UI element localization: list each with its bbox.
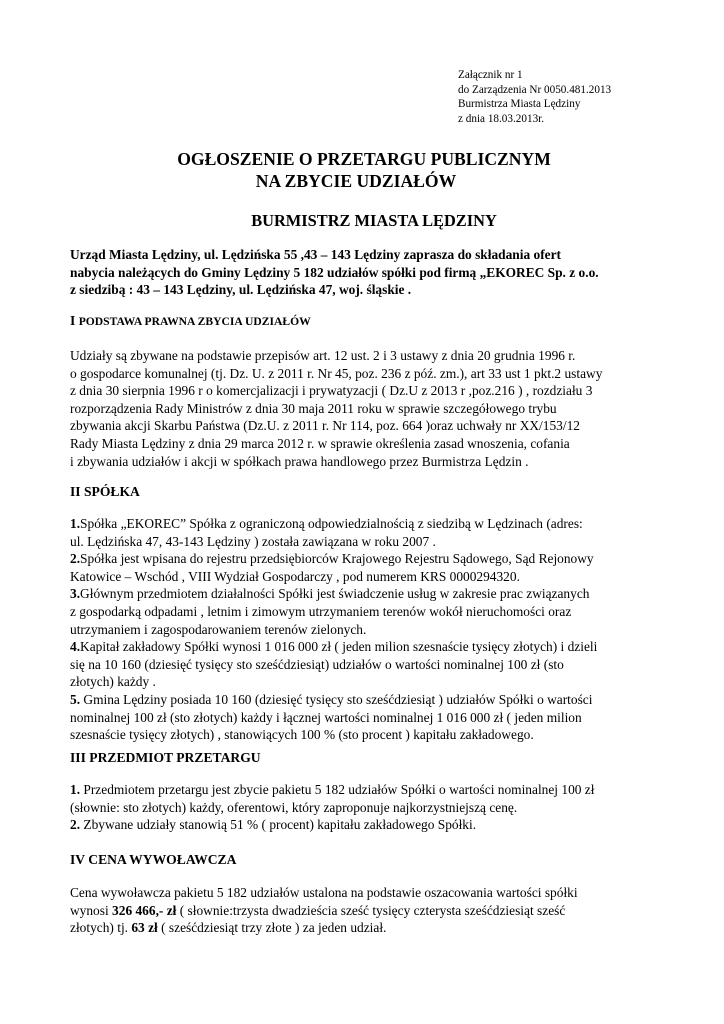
text-run: złotych) tj. [70,920,132,936]
section-4-line [70,919,654,937]
text-run: wynosi [70,902,113,918]
section-2-line: ul. Lędzińska 47, 43-143 Lędziny ) została zawiązana w roku 2007 . [70,533,436,549]
text-run: ( sześćdziesiąt trzy złote ) za jeden udział. [157,920,387,936]
item-number: 2. [70,551,81,567]
item-text: Spółka jest wpisana do rejestru przedsiębiorców Krajowego Rejestru Sądowego, Sąd Rejonowy [80,551,594,567]
section-1-line: Rady Miasta Lędziny z dnia 29 marca 2012 r. w sprawie określenia zasad wnoszenia, cofania [70,435,570,451]
section-2-line: utrzymaniem i zagospodarowaniem terenów zielonych. [70,621,367,637]
intro-line: z siedzibą : 43 – 143 Lędziny, ul. Lędzińska 47, woj. śląskie . [70,282,412,298]
section-3-heading: III PRZEDMIOT PRZETARGU [70,750,261,765]
section-1-line: zbywania akcji Skarbu Państwa (Dz.U. z 2011 r. Nr 114, poz. 664 )oraz uchwały nr XX/153/12 [70,418,580,434]
intro-line: nabycia należących do Gminy Lędziny 5 182 udziałów spółki pod firmą „EKOREC Sp. z o.o. [70,264,599,280]
section-3-line [70,816,654,834]
item-number: 3. [70,586,81,602]
section-2-line: z gospodarką odpadami , letnim i zimowym utrzymaniem terenów wokół nieruchomości oraz [70,603,572,619]
section-3-line: (słownie: sto złotych) każdy, oferentowi, który zaproponuje najkorzystniejszą cenę. [70,799,518,815]
section-1-line: Udziały są zbywane na podstawie przepisów art. 12 ust. 2 i 3 ustawy z dnia 20 grudnia 1996 r. [70,348,576,363]
text-run: ( słownie:trzysta dwadzieścia sześć tysięcy czterysta sześćdziesiąt sześć [176,902,566,918]
section-1-numeral: I [70,313,76,328]
document-title-line-2: NA ZBYCIE UDZIAŁÓW [255,171,457,191]
section-1-heading [70,312,311,331]
intro-paragraph [70,246,654,299]
section-1-title: PODSTAWA PRAWNA ZBYCIA UDZIAŁÓW [78,315,311,328]
annex-line: z dnia 18.03.2013r. [458,112,545,125]
document-subtitle: BURMISTRZ MIASTA LĘDZINY [251,211,497,230]
annex-line: Załącznik nr 1 [458,69,523,81]
item-text: Kapitał zakładowy Spółki wynosi 1 016 000 zł ( jeden milion szesnaście tysięcy złotych) i dzieli [80,639,598,655]
item-number: 5. [70,691,81,707]
section-1-line: o gospodarce komunalnej (tj. Dz. U. z 2011 r. Nr 45, poz. 236 z póź. zm.), art 33 ust 1 pkt.2 ustawy [70,365,603,381]
section-2-heading: II SPÓŁKA [70,484,140,499]
annex-line: Burmistrza Miasta Lędziny [458,98,581,111]
section-4-line: Cena wywoławcza pakietu 5 182 udziałów ustalona na podstawie oszacowania wartości spółki [70,885,578,900]
section-2-line: szesnaście tysięcy złotych) , stanowiących 100 % (sto procent ) kapitału zakładowego. [70,727,534,743]
item-text: Gmina Lędziny posiada 10 160 (dziesięć tysięcy sto sześćdziesiąt ) udziałów Spółki o wartości [80,691,593,707]
section-1-body [70,347,654,470]
section-2-body [70,515,654,744]
section-3-line [70,781,654,799]
section-2-line [70,550,654,568]
item-number: 1. [70,782,81,797]
annex-line: do Zarządzenia Nr 0050.481.2013 [458,83,612,96]
document-title-line-1: OGŁOSZENIE O PRZETARGU PUBLICZNYM [177,149,551,169]
item-text: Głównym przedmiotem działalności Spółki jest świadczenie usług w zakresie prac związanych [80,586,590,602]
unit-price: 63 zł [131,920,158,936]
section-2-line [70,515,654,533]
section-2-line: Katowice – Wschód , VIII Wydział Gospodarczy , pod numerem KRS 0000294320. [70,568,520,584]
item-text: Spółka „EKOREC” Spółka z ograniczoną odpowiedzialnością z siedzibą w Lędzinach (adres: [80,516,583,531]
section-3-body [70,781,654,834]
item-number: 2. [70,817,81,833]
section-1-line: i zbywania udziałów i akcji w spółkach prawa handlowego przez Burmistrza Lędzin . [70,453,529,469]
section-2-line: nominalnej 100 zł (sto złotych) każdy i łącznej wartości nominalnej 1 016 000 zł ( jeden milion [70,709,582,725]
item-text: Przedmiotem przetargu jest zbycie pakietu 5 182 udziałów Spółki o wartości nominalnej 100 zł [80,782,595,797]
section-1-line: z dnia 30 sierpnia 1996 r o komercjalizacji i prywatyzacji ( Dz.U z 2013 r ,poz.216 ) , rozdziału 3 [70,383,593,399]
package-price: 326 466,- zł [112,902,177,918]
intro-line: Urząd Miasta Lędziny, ul. Lędzińska 55 ,43 – 143 Lędziny zaprasza do składania ofert [70,247,562,262]
section-4-heading: IV CENA WYWOŁAWCZA [70,852,237,867]
section-4-line [70,902,654,920]
section-4-body [70,884,654,937]
section-2-line [70,585,654,603]
item-text: Zbywane udziały stanowią 51 % ( procent) kapitału zakładowego Spółki. [80,817,477,833]
annex-note [458,68,611,126]
section-1-line: rozporządzenia Rady Ministrów z dnia 30 maja 2011 roku w sprawie szczegółowego trybu [70,400,557,416]
item-number: 4. [70,639,81,655]
section-2-line [70,638,654,656]
section-2-line: złotych) każdy . [70,674,156,690]
item-number: 1. [70,516,81,531]
section-2-line [70,691,654,709]
section-2-line: się na 10 160 (dziesięć tysięcy sto sześćdziesiąt) udziałów o wartości nominalnej 100 zł (sto [70,656,564,672]
